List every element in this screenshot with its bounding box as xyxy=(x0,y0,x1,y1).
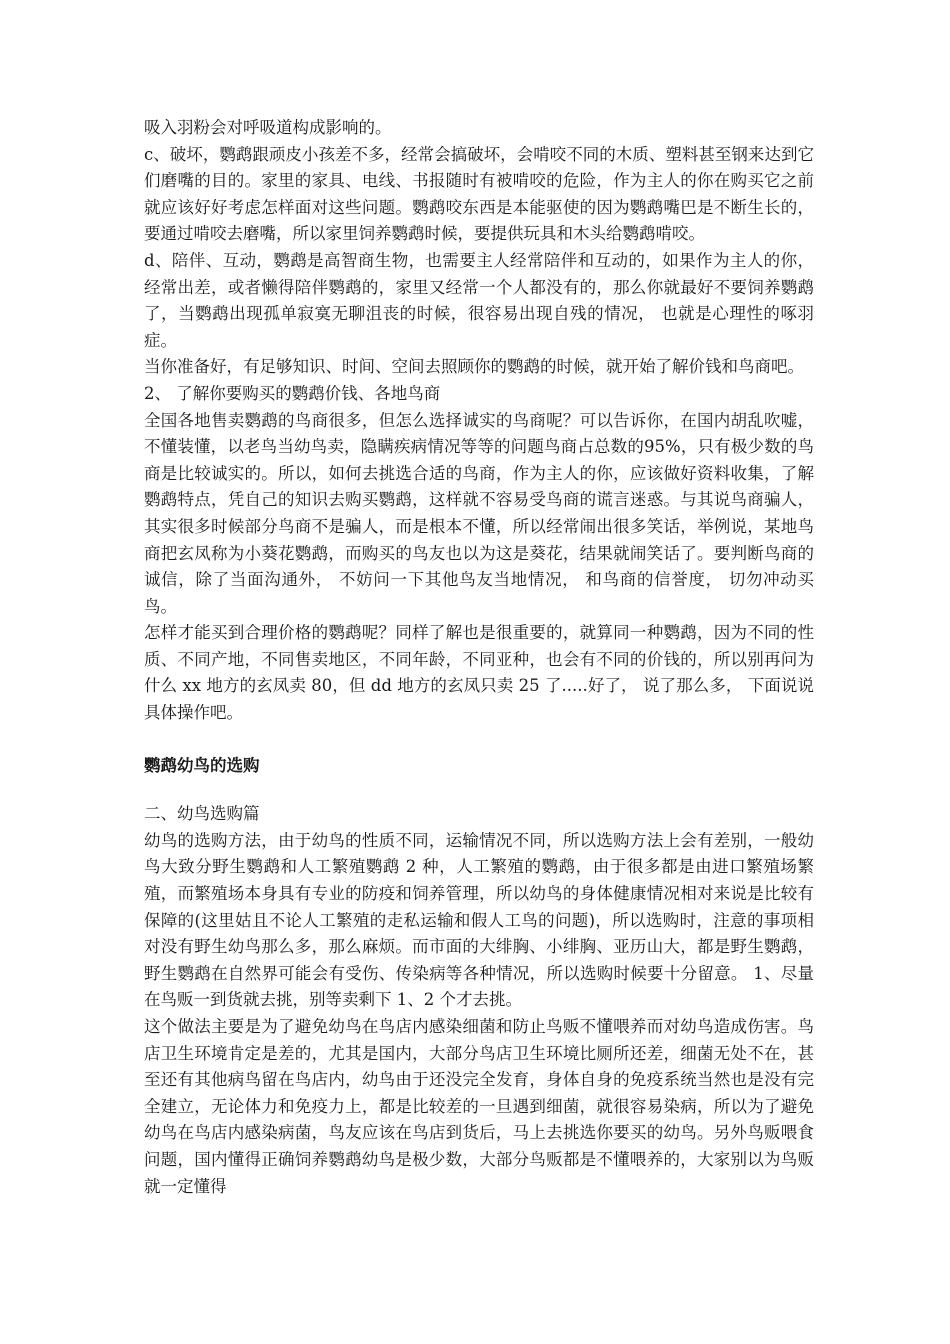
paragraph: 二、幼鸟选购篇 xyxy=(144,804,260,824)
spacer xyxy=(144,779,814,801)
paragraph: 幼鸟的选购方法，由于幼鸟的性质不同，运输情况不同，所以选购方法上会有差别，一般幼鸟大致分野生鹦鹉和人工繁殖鹦鹉 2 种，人工繁殖的鹦鹉，由于很多都是由进口繁殖场繁殖，而繁殖场本身具有专业的防疫和饲养管理，所以幼鸟的身体健康情况相对来说是比较有保障的(这里姑且不论人工繁殖的走私运输和假人工鸟的问题)，所以选购时，注意的事项相对没有野生幼鸟那么多，那么麻烦。而市面的大绯胸、小绯胸、亚历山大，都是野生鹦鹉，野生鹦鹉在自然界可能会有受伤、传染病等各种情况，所以选购时候要十分留意。 1、尽量在鸟贩一到货就去挑，别等卖剩下 1、2 个才去挑。 xyxy=(144,830,814,1010)
paragraph: 怎样才能买到合理价格的鹦鹉呢？同样了解也是很重要的，就算同一种鹦鹉，因为不同的性质、不同产地，不同售卖地区，不同年龄，不同亚种，也会有不同的价钱的，所以别再问为什么 xx 地方的玄凤卖 80，但 dd 地方的玄凤只卖 25 了.....好了， 说了那么多， 下面说说具体操作吧。 xyxy=(144,623,814,723)
paragraph: 全国各地售卖鹦鹉的鸟商很多，但怎么选择诚实的鸟商呢？可以告诉你，在国内胡乱吹嘘，不懂装懂，以老鸟当幼鸟卖，隐瞒疾病情况等等的问题鸟商占总数的95%，只有极少数的鸟商是比较诚实的。所以，如何去挑选合适的鸟商，作为主人的你，应该做好资料收集，了解鹦鹉特点，凭自己的知识去购买鹦鹉，这样就不容易受鸟商的谎言迷惑。与其说鸟商骗人，其实很多时候部分鸟商不是骗人，而是根本不懂，所以经常闹出很多笑话，举例说，某地鸟商把玄凤称为小葵花鹦鹉，而购买的鸟友也以为这是葵花，结果就闹笑话了。要判断鸟商的诚信，除了当面沟通外， 不妨问一下其他鸟友当地情况， 和鸟商的信誉度， 切勿冲动买鸟。 xyxy=(144,410,814,616)
paragraph: d、陪伴、互动，鹦鹉是高智商生物，也需要主人经常陪伴和互动的，如果作为主人的你，经常出差，或者懒得陪伴鹦鹉的，家里又经常一个人都没有的，那么你就最好不要饲养鹦鹉了，当鹦鹉出现孤单寂寞无聊沮丧的时候，很容易出现自残的情况， 也就是心理性的啄羽症。 xyxy=(144,250,814,350)
section-heading: 鹦鹉幼鸟的选购 xyxy=(144,755,260,775)
document-page xyxy=(144,115,814,1200)
paragraph: c、破坏，鹦鹉跟顽皮小孩差不多，经常会搞破坏，会啃咬不同的木质、塑料甚至钢来达到它们磨嘴的目的。家里的家具、电线、书报随时有被啃咬的危险，作为主人的你在购买它之前就应该好好考虑怎样面对这些问题。鹦鹉咬东西是本能驱使的因为鹦鹉嘴巴是不断生长的，要通过啃咬去磨嘴，所以家里饲养鹦鹉时候，要提供玩具和木头给鹦鹉啃咬。 xyxy=(144,144,814,244)
paragraph: 当你准备好，有足够知识、时间、空间去照顾你的鹦鹉的时候，就开始了解价钱和鸟商吧。 xyxy=(144,357,804,377)
paragraph: 这个做法主要是为了避免幼鸟在鸟店内感染细菌和防止鸟贩不懂喂养而对幼鸟造成伤害。鸟店卫生环境肯定是差的，尤其是国内，大部分鸟店卫生环境比厕所还差，细菌无处不在，甚至还有其他病鸟留在鸟店内，幼鸟由于还没完全发育，身体自身的免疫系统当然也是没有完全建立，无论体力和免疫力上，都是比较差的一旦遇到细菌，就很容易染病，所以为了避免幼鸟在鸟店内感染病菌，鸟友应该在鸟店到货后，马上去挑选你要买的幼鸟。另外鸟贩喂食问题，国内懂得正确饲养鹦鹉幼鸟是极少数，大部分鸟贩都是不懂喂养的，大家别以为鸟贩就一定懂得 xyxy=(144,1017,814,1196)
paragraph: 吸入羽粉会对呼吸道构成影响的。 xyxy=(144,118,392,137)
spacer xyxy=(144,727,814,753)
paragraph: 2、 了解你要购买的鹦鹉价钱、各地鸟商 xyxy=(144,383,441,403)
